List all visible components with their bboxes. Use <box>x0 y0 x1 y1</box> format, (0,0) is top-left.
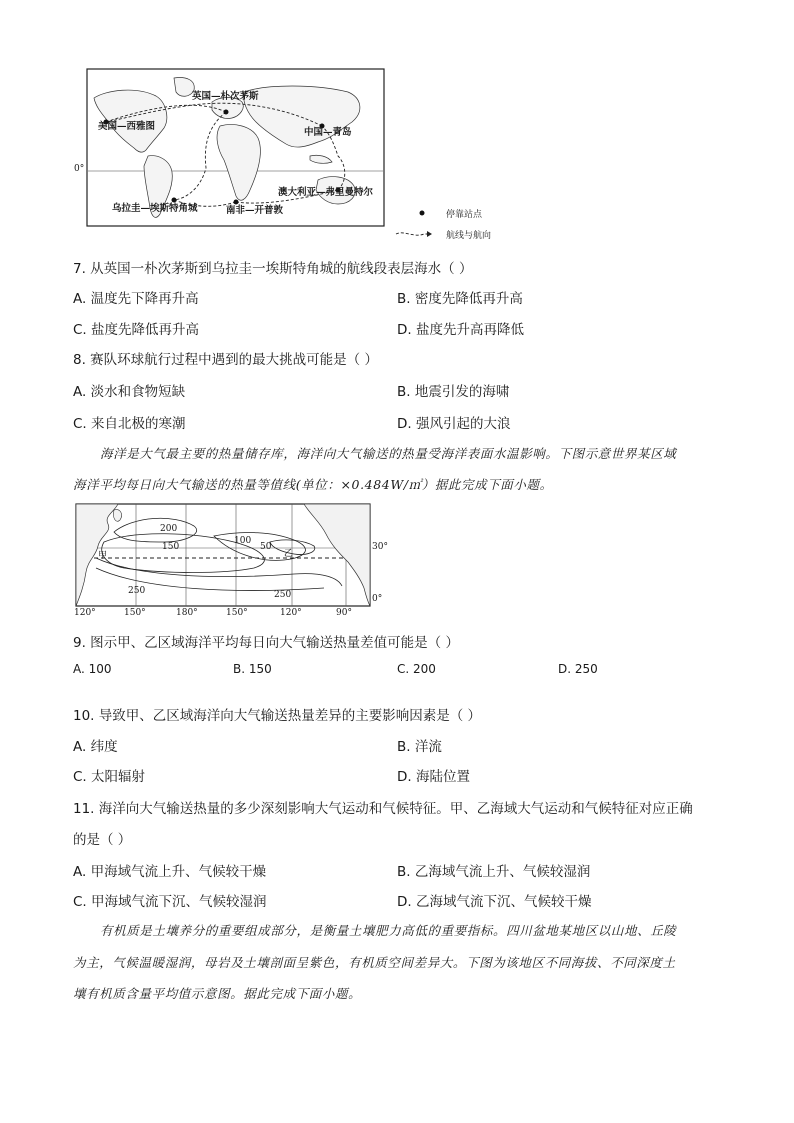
q9-option-b[interactable]: B. 150 <box>233 662 272 676</box>
passage-1-line-1: 海洋是大气最主要的热量储存库，海洋向大气输送的热量受海洋表面水温影响。下图示意世界某区域 <box>100 446 677 461</box>
lon-label-120w: 120° <box>280 608 302 618</box>
heat-flux-map-svg <box>74 502 374 622</box>
lon-label-150e: 150° <box>124 608 146 618</box>
passage-2-line-1: 有机质是土壤养分的重要组成部分，是衡量土壤肥力高低的重要指标。四川盆地某地区以山地、丘陵 <box>100 923 677 938</box>
q11-option-c[interactable]: C. 甲海域气流下沉、气候较湿润 <box>73 894 267 910</box>
passage-2-line-2: 为主，气候温暖湿润，母岩及土壤剖面呈紫色，有机质空间差异大。下图为该地区不同海拔、不同深度土 <box>73 955 676 970</box>
lat-label-30: 30° <box>372 542 388 552</box>
lon-label-150w: 150° <box>226 608 248 618</box>
legend-route-label: 航线与航向 <box>446 231 492 241</box>
heat-flux-map <box>74 502 388 622</box>
world-route-map <box>86 68 386 228</box>
isoline-label-250b: 250 <box>274 590 292 600</box>
stop-label-au: 澳大利亚—弗里曼特尔 <box>278 187 374 198</box>
region-yi-label: 乙 <box>284 549 294 559</box>
equator-label: 0° <box>74 164 85 174</box>
q10-option-d[interactable]: D. 海陆位置 <box>397 769 470 785</box>
isoline-label-150: 150 <box>162 542 180 552</box>
q11-option-d[interactable]: D. 乙海域气流下沉、气候较干燥 <box>397 894 592 910</box>
question-8-stem: 8. 赛队环球航行过程中遇到的最大挑战可能是（ ） <box>73 352 378 368</box>
q11-option-b[interactable]: B. 乙海域气流上升、气候较湿润 <box>397 864 591 880</box>
q10-option-c[interactable]: C. 太阳辐射 <box>73 769 146 785</box>
isoline-label-100: 100 <box>234 536 252 546</box>
lon-label-180: 180° <box>176 608 198 618</box>
q10-option-b[interactable]: B. 洋流 <box>397 739 442 755</box>
q9-option-c[interactable]: C. 200 <box>397 662 436 676</box>
question-7-stem: 7. 从英国一朴次茅斯到乌拉圭一埃斯特角城的航线段表层海水（ ） <box>73 261 473 277</box>
isoline-label-250a: 250 <box>128 586 146 596</box>
question-11-stem-line-1: 11. 海洋向大气输送热量的多少深刻影响大气运动和气候特征。甲、乙海域大气运动和气候特征对应正确 <box>73 801 693 817</box>
stop-label-us: 美国—西雅图 <box>98 121 156 132</box>
q10-option-a[interactable]: A. 纬度 <box>73 739 118 755</box>
question-9-stem: 9. 图示甲、乙区域海洋平均每日向大气输送热量差值可能是（ ） <box>73 635 459 651</box>
q9-option-d[interactable]: D. 250 <box>558 662 598 676</box>
q7-option-c[interactable]: C. 盐度先降低再升高 <box>73 322 200 338</box>
q7-option-d[interactable]: D. 盐度先升高再降低 <box>397 322 524 338</box>
stop-label-uk: 英国—朴次茅斯 <box>192 91 259 102</box>
q11-option-a[interactable]: A. 甲海域气流上升、气候较干燥 <box>73 864 267 880</box>
isoline-label-50: 50 <box>260 542 272 552</box>
q7-option-a[interactable]: A. 温度先下降再升高 <box>73 291 199 307</box>
isoline-label-200: 200 <box>160 524 178 534</box>
passage-1-line-2: 海洋平均每日向大气输送的热量等值线(单位：×0.484W/㎡）据此完成下面小题。 <box>73 477 553 492</box>
passage-2-line-3: 壤有机质含量平均值示意图。据此完成下面小题。 <box>73 986 362 1001</box>
stop-label-za: 南非—开普敦 <box>226 205 284 216</box>
lat-label-0: 0° <box>372 594 383 604</box>
q7-option-b[interactable]: B. 密度先降低再升高 <box>397 291 523 307</box>
question-11-stem-line-2: 的是（ ） <box>73 832 132 848</box>
lon-label-120w-left: 120° <box>74 608 96 618</box>
region-jia-label: 甲 <box>98 551 108 561</box>
legend-stop-label: 停靠站点 <box>446 210 483 220</box>
stop-label-uy: 乌拉圭—埃斯特角城 <box>112 203 198 214</box>
question-10-stem: 10. 导致甲、乙区域海洋向大气输送热量差异的主要影响因素是（ ） <box>73 708 482 724</box>
q8-option-d[interactable]: D. 强风引起的大浪 <box>397 416 511 432</box>
q8-option-b[interactable]: B. 地震引发的海啸 <box>397 384 510 400</box>
lon-label-90w: 90° <box>336 608 352 618</box>
q8-option-a[interactable]: A. 淡水和食物短缺 <box>73 384 186 400</box>
stop-label-cn: 中国—青岛 <box>304 127 352 138</box>
legend-symbols <box>394 206 434 242</box>
q8-option-c[interactable]: C. 来自北极的寒潮 <box>73 416 186 432</box>
map1-legend <box>394 206 514 242</box>
q9-option-a[interactable]: A. 100 <box>73 662 112 676</box>
